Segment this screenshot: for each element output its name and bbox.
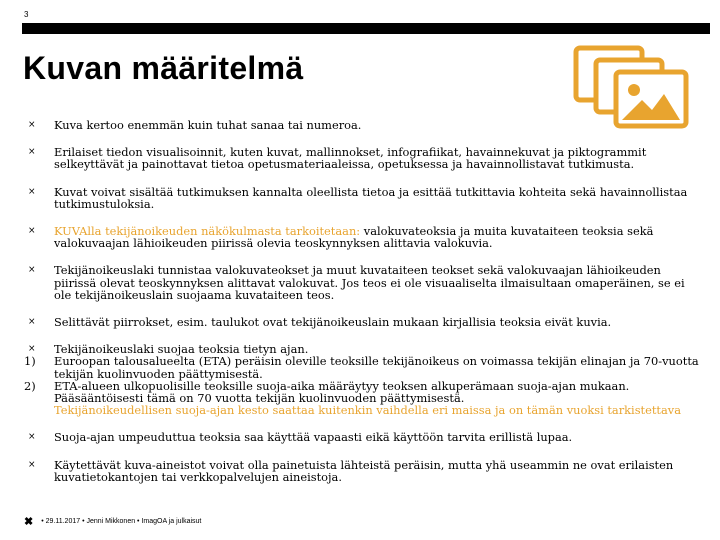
bullet-icon: × bbox=[28, 459, 36, 470]
list-item bbox=[24, 119, 704, 131]
bullet-icon: × bbox=[28, 226, 36, 237]
numbered-text: ETA-alueen ulkopuolisille teoksille suoja-aika määräytyy teoksen alkuperämaan suoja-ajan mukaan. Pääsääntöisesti tämä on 70 vuotta tekijän kuolinvuoden päättymisestä. bbox=[54, 378, 630, 406]
logo-mark-icon: ✖ bbox=[24, 516, 34, 528]
bullet-text: Selittävät piirrokset, esim. taulukot ovat tekijänoikeuslain mukaan kirjallisia teoksia eivät kuvia. bbox=[54, 315, 612, 330]
bullet-icon: × bbox=[28, 265, 36, 276]
numbered-item bbox=[24, 380, 704, 404]
list-item bbox=[24, 186, 704, 210]
bullet-icon: × bbox=[28, 317, 36, 328]
item-number: 2) bbox=[24, 378, 36, 393]
list-item bbox=[24, 146, 704, 170]
bullet-icon: × bbox=[28, 186, 36, 197]
bullet-text: Kuva kertoo enemmän kuin tuhat sanaa tai numeroa. bbox=[54, 118, 362, 132]
bullet-text: Suoja-ajan umpeuduttua teoksia saa käyttää vapaasti eikä käyttöön tarvita erillistä lupaa. bbox=[54, 430, 573, 445]
header-bar bbox=[22, 23, 710, 34]
highlight-text: KUVAlla tekijänoikeuden näkökulmasta tarkoitetaan: bbox=[54, 224, 361, 239]
slide-content bbox=[24, 119, 704, 498]
bullet-icon: × bbox=[28, 432, 36, 443]
bullet-icon: × bbox=[28, 120, 36, 130]
numbered-item bbox=[24, 355, 704, 379]
slide-title: Kuvan määritelmä bbox=[23, 50, 304, 86]
bullet-text: Kuvat voivat sisältää tutkimuksen kannalta oleellista tietoa ja esittää tutkittavia kohteita sekä havainnollistaa tutkimustuloksia. bbox=[54, 184, 688, 211]
list-item bbox=[24, 264, 704, 301]
page-number: 3 bbox=[24, 10, 29, 19]
bullet-icon: × bbox=[28, 344, 36, 355]
footer bbox=[24, 515, 201, 528]
list-item bbox=[24, 431, 704, 443]
bullet-text: Tekijänoikeuslaki suojaa teoksia tietyn ajan. bbox=[54, 342, 309, 357]
bullet-text: Erilaiset tiedon visualisoinnit, kuten kuvat, mallinnokset, infografiikat, havainnekuvat ja piktogrammit selkeyttävät ja painottavat tietoa opetusmateriaaleissa, opetuksessa ja havainnollistavat tutkimusta. bbox=[54, 145, 647, 172]
bullet-text: Käytettävät kuva-aineistot voivat olla painetuista lähteistä peräisin, mutta yhä useammin ne ovat erilaisten kuvatietokantojen tai verkkopalvelujen aineistoja. bbox=[54, 457, 674, 484]
numbered-text: Euroopan talousalueelta (ETA) peräisin oleville teoksille tekijänoikeus on voimassa tekijän elinajan ja 70-vuotta tekijän kuolinvuoden päättymisestä. bbox=[54, 354, 699, 381]
footer-text: • 29.11.2017 • Jenni Mikkonen • ImagOA ja julkaisut bbox=[41, 518, 202, 525]
list-item bbox=[24, 225, 704, 249]
image-gallery-icon bbox=[570, 44, 694, 130]
bullet-text: valokuvateoksia ja muita kuvataiteen teoksia sekä valokuvaajan lähioikeuden piirissä olevia teoskynnyksen alittavia valokuvia. bbox=[54, 224, 654, 251]
protection-note: Tekijänoikeudellisen suoja-ajan kesto saattaa kuitenkin vaihdella eri maissa ja on tämän vuoksi tarkistettava bbox=[54, 403, 682, 418]
list-item bbox=[24, 316, 704, 328]
bullet-icon: × bbox=[28, 147, 36, 158]
list-item bbox=[24, 459, 704, 483]
item-number: 1) bbox=[24, 354, 36, 369]
bullet-text: Tekijänoikeuslaki tunnistaa valokuvateokset ja muut kuvataiteen teokset sekä valokuvaajan lähioikeuden piirissä olevat teoskynnyksen alittavat valokuvat. Jos teos ei ole visuaaliselta ilmaisultaan omaperäinen, se ei ole tekijänoikeuslain suojaama kuvataiteen teos. bbox=[54, 263, 685, 302]
